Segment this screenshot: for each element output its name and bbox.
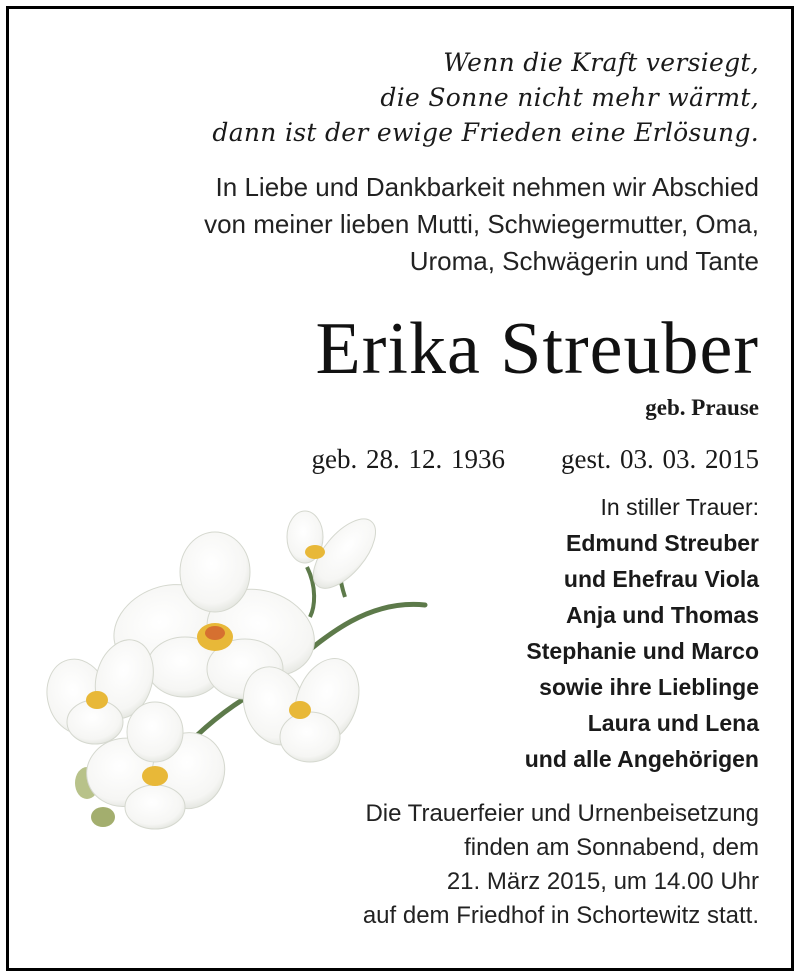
- white-orchid-icon: [45, 487, 445, 837]
- mourner-name: Anja und Thomas: [566, 602, 759, 628]
- funeral-notice: [363, 797, 759, 933]
- funeral-line: 21. März 2015, um 14.00 Uhr: [446, 868, 759, 895]
- verse-line: dann ist der ewige Frieden eine Erlösung.: [212, 118, 759, 147]
- memorial-verse: [212, 45, 759, 150]
- verse-line: die Sonne nicht mehr wärmt,: [380, 83, 759, 112]
- mourner-name: Laura und Lena: [587, 710, 759, 736]
- birth-date: geb. 28. 12. 1936: [311, 444, 505, 474]
- life-dates: [312, 441, 759, 477]
- mourner-name: Edmund Streuber: [566, 530, 759, 556]
- obituary-frame: [6, 6, 794, 971]
- funeral-line: auf dem Friedhof in Schortewitz statt.: [362, 902, 759, 929]
- farewell-line: In Liebe und Dankbarkeit nehmen wir Abschied: [215, 172, 759, 202]
- mourner-name: Stephanie und Marco: [526, 638, 759, 664]
- mourner-name: und alle Angehörigen: [524, 746, 759, 772]
- maiden-name: geb. Prause: [645, 395, 759, 420]
- funeral-line: Die Trauerfeier und Urnenbeisetzung: [365, 800, 759, 827]
- farewell-text: [204, 169, 759, 280]
- deceased-name: Erika Streuber: [315, 308, 759, 390]
- farewell-line: Uroma, Schwägerin und Tante: [409, 246, 759, 276]
- mourners-list: [525, 489, 759, 777]
- death-date: gest. 03. 03. 2015: [561, 444, 759, 474]
- verse-line: Wenn die Kraft versiegt,: [443, 48, 759, 77]
- mourners-heading: In stiller Trauer:: [600, 494, 759, 520]
- farewell-line: von meiner lieben Mutti, Schwiegermutter, Oma,: [204, 209, 759, 239]
- mourner-name: sowie ihre Lieblinge: [539, 674, 759, 700]
- funeral-line: finden am Sonnabend, dem: [464, 834, 759, 861]
- mourner-name: und Ehefrau Viola: [563, 566, 759, 592]
